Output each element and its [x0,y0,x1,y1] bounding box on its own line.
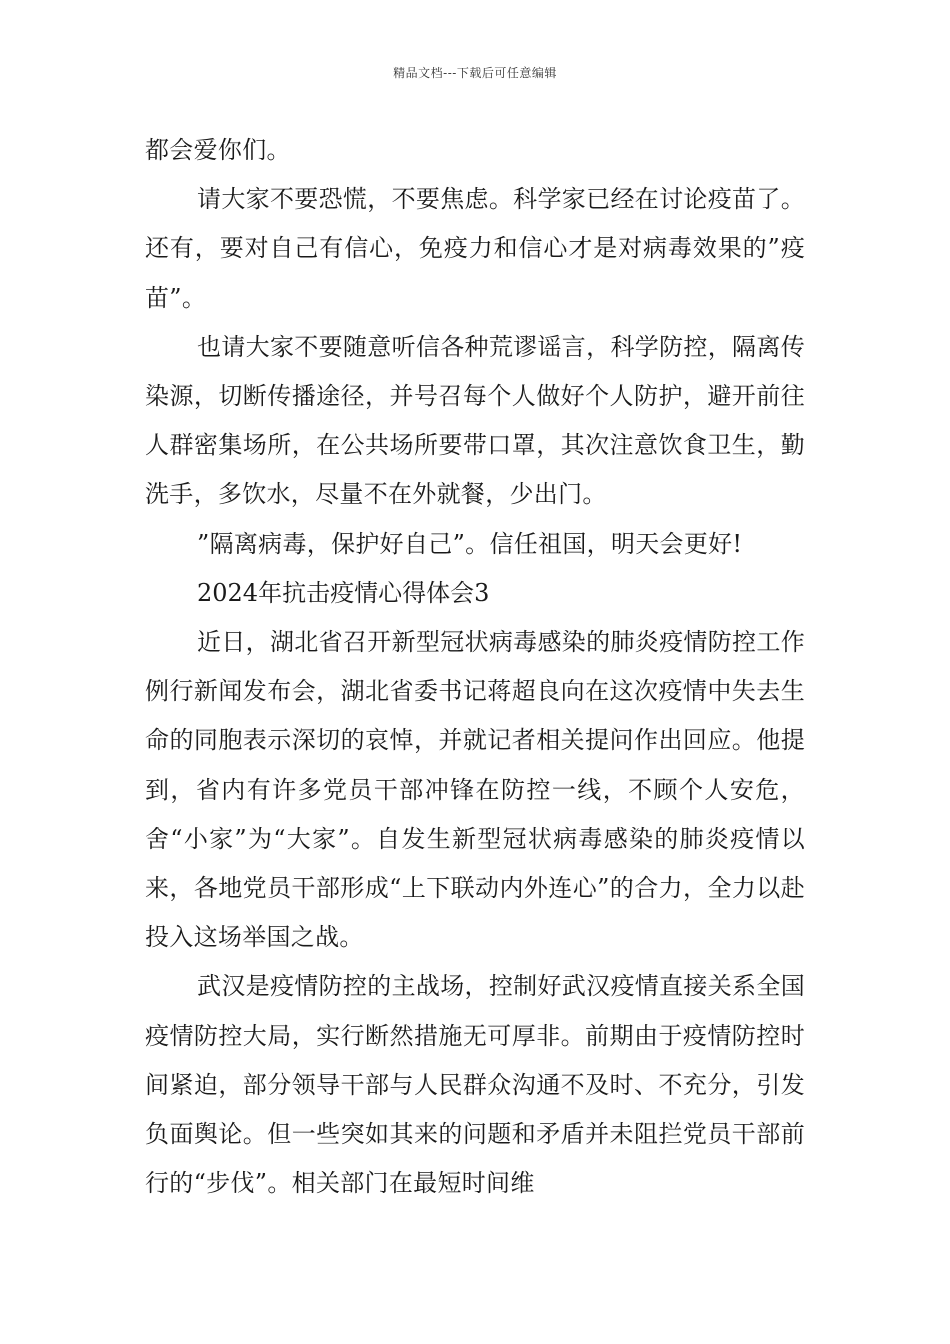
paragraph-6: 武汉是疫情防控的主战场，控制好武汉疫情直接关系全国疫情防控大局，实行断然措施无可厚非。前期由于疫情防控时间紧迫，部分领导干部与人民群众沟通不及时、不充分，引发负面舆论。但一些突如其来的问题和矛盾并未阻拦党员干部前行的“步伐”。相关部门在最短时间维 [145,972,805,1198]
document-body [145,126,805,1208]
paragraph-1: 都会爱你们。 [145,136,291,164]
paragraph-4: ”隔离病毒，保护好自己”。信任祖国，明天会更好! [197,529,743,558]
page-header: 精品文档---下载后可任意编辑 [393,66,557,80]
paragraph-5: 近日，湖北省召开新型冠状病毒感染的肺炎疫情防控工作例行新闻发布会，湖北省委书记蒋超良向在这次疫情中失去生命的同胞表示深切的哀悼，并就记者相关提问作出回应。他提到，省内有许多党员干部冲锋在防控一线，不顾个人安危，舍“小家”为“大家”。自发生新型冠状病毒感染的肺炎疫情以来，各地党员干部形成“上下联动内外连心”的合力，全力以赴投入这场举国之战。 [145,628,805,952]
section-heading: 2024年抗击疫情心得体会3 [197,578,490,607]
paragraph-2: 请大家不要恐慌，不要焦虑。科学家已经在讨论疫苗了。还有，要对自己有信心，免疫力和信心才是对病毒效果的”疫苗”。 [145,185,805,312]
paragraph-3: 也请大家不要随意听信各种荒谬谣言，科学防控，隔离传染源，切断传播途径，并号召每个人做好个人防护，避开前往人群密集场所，在公共场所要带口罩，其次注意饮食卫生，勤洗手，多饮水，尽量不在外就餐，少出门。 [145,332,805,509]
